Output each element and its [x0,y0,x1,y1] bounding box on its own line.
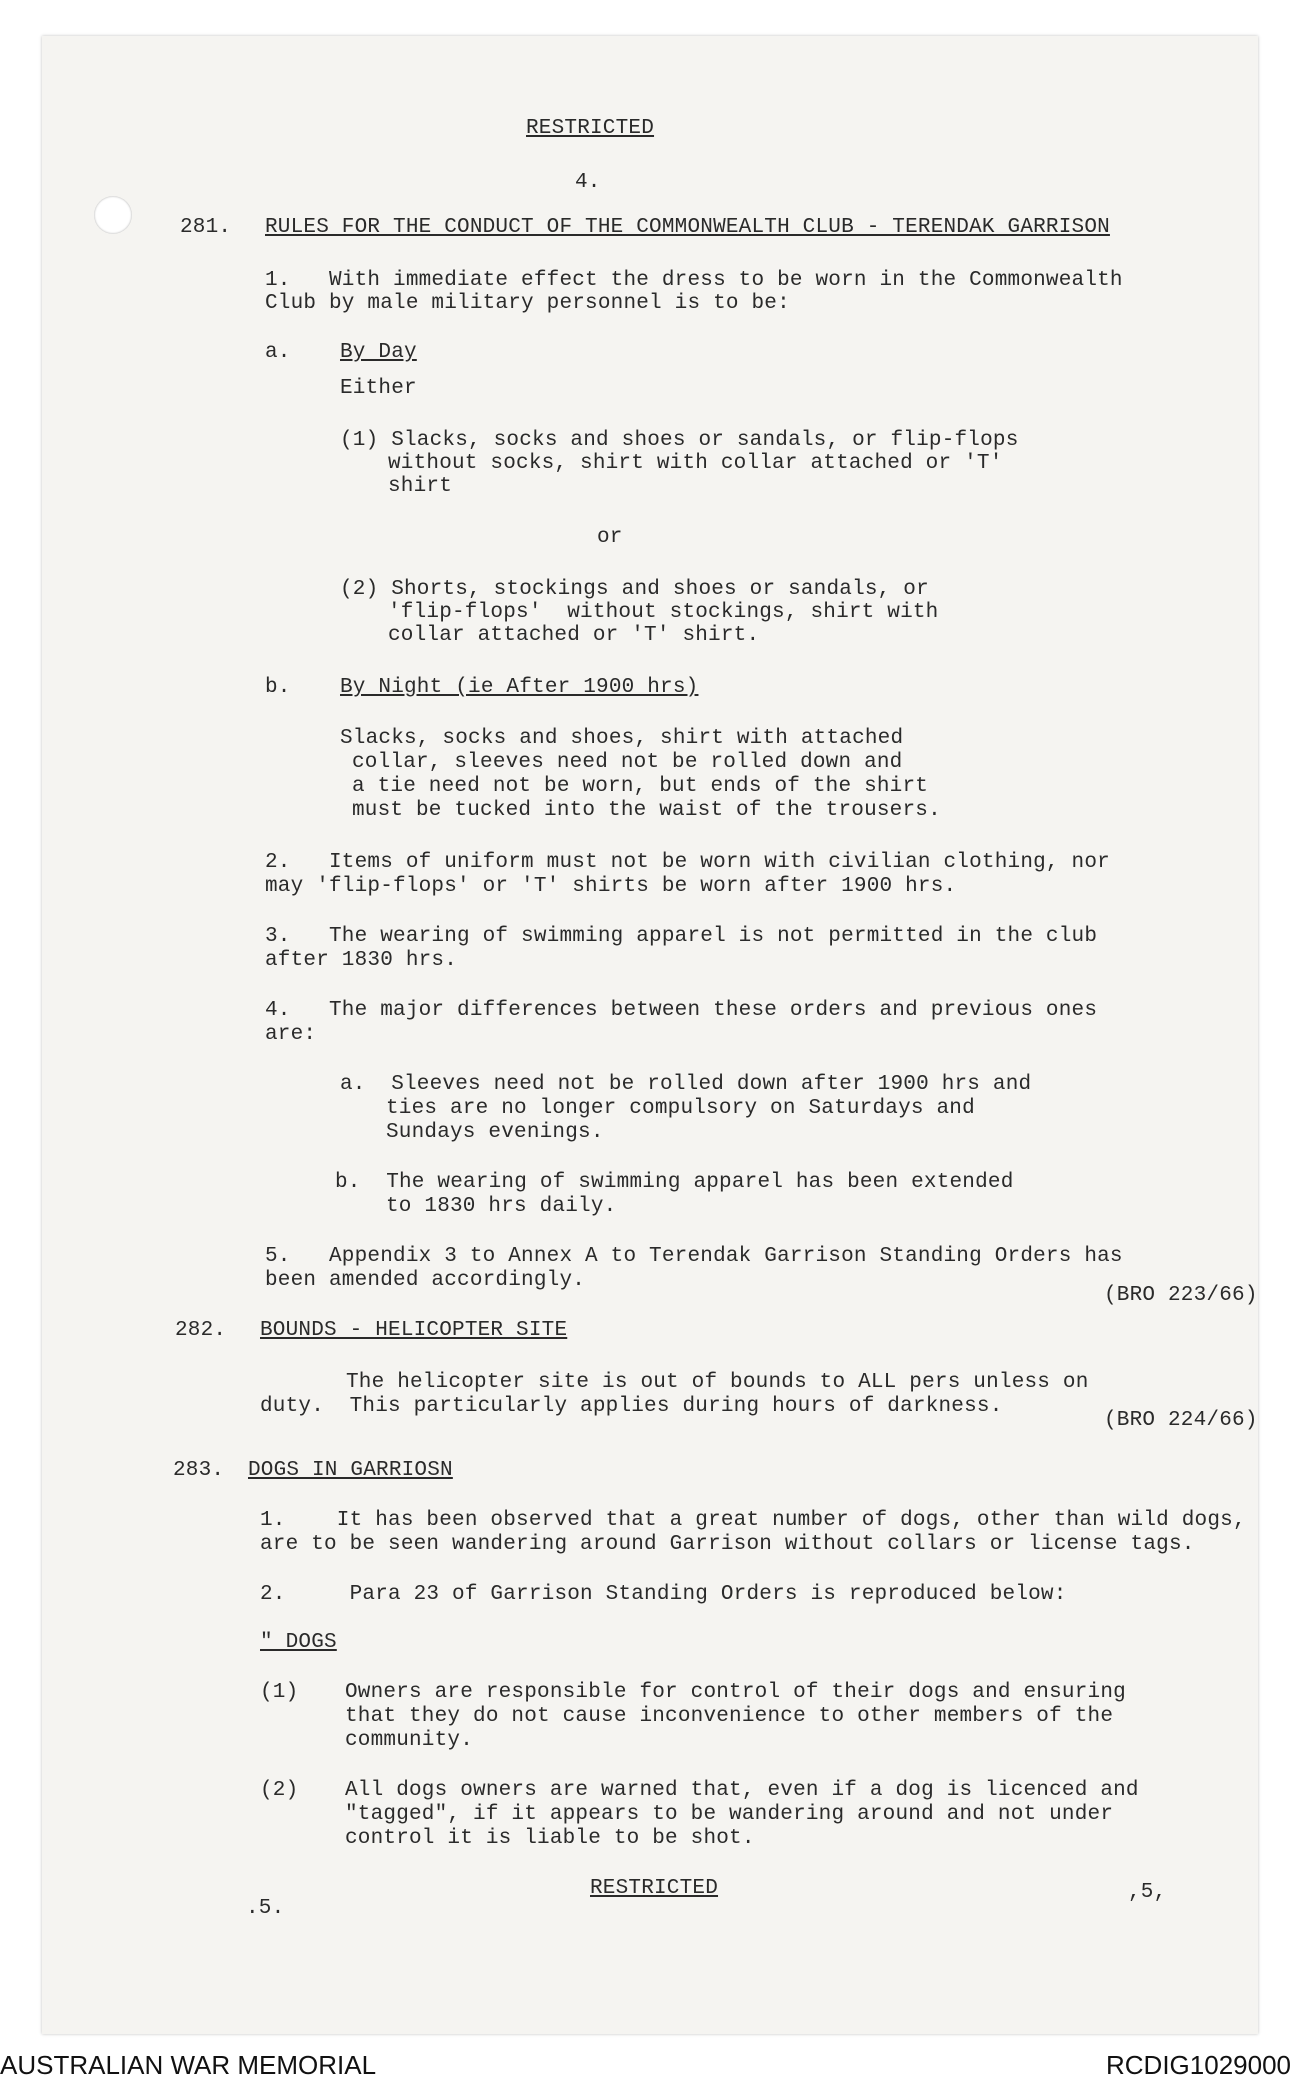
sub-b-line1: Slacks, socks and shoes, shirt with attached [340,727,904,750]
punch-hole [94,196,132,234]
option1-line2: without socks, shirt with collar attached or 'T' [388,452,1003,475]
item-283-para1-line1: 1. It has been observed that a great number of dogs, other than wild dogs, [260,1509,1246,1532]
sub-b-label: b. [265,676,291,699]
sub-b-line3: a tie need not be worn, but ends of the shirt [352,775,929,798]
diff-a-line2: ties are no longer compulsory on Saturdays and [386,1097,975,1120]
item-281-reference: (BRO 223/66) [1104,1284,1258,1307]
item-282-title: BOUNDS - HELICOPTER SITE [260,1319,568,1342]
para4-line2: are: [265,1023,317,1046]
option2-line3: collar attached or 'T' shirt. [388,624,760,647]
item-281-number: 281. [180,216,232,239]
item-281-title: RULES FOR THE CONDUCT OF THE COMMONWEALTH CLUB - TERENDAK GARRISON [265,216,1110,239]
para3-line2: after 1830 hrs. [265,949,458,972]
option2-line2: 'flip-flops' without stockings, shirt with [388,601,939,624]
archive-record-id: RCDIG1029000 [1106,2050,1291,2080]
diff-a-line1: a. Sleeves need not be rolled down after 1900 hrs and [340,1073,1032,1096]
quote2-number: (2) [260,1779,299,1802]
quote2-line2: "tagged", if it appears to be wandering around and not under [345,1803,1114,1826]
diff-a-line3: Sundays evenings. [386,1121,604,1144]
or-text: or [597,526,623,549]
quote1-line1: Owners are responsible for control of their dogs and ensuring [345,1681,1126,1704]
quote1-line2: that they do not cause inconvenience to other members of the [345,1705,1114,1728]
quote2-line1: All dogs owners are warned that, even if a dog is licenced and [345,1779,1139,1802]
item-281-para1-line1: 1. With immediate effect the dress to be worn in the Commonwealth [265,269,1123,292]
quote2-line3: control it is liable to be shot. [345,1827,755,1850]
page-number: 4. [575,171,601,194]
sub-b-line2: collar, sleeves need not be rolled down and [352,751,903,774]
item-282-number: 282. [175,1319,227,1342]
classification-footer: RESTRICTED [590,1877,719,1900]
sub-a-title: By Day [340,341,417,364]
sub-b-title: By Night (ie After 1900 hrs) [340,676,699,699]
sub-b-line4: must be tucked into the waist of the trousers. [352,799,941,822]
para5-line1: 5. Appendix 3 to Annex A to Terendak Garrison Standing Orders has [265,1245,1123,1268]
document-page [42,36,1258,2034]
para4-line1: 4. The major differences between these orders and previous ones [265,999,1098,1022]
item-283-number: 283. [173,1459,225,1482]
para3-line1: 3. The wearing of swimming apparel is not permitted in the club [265,925,1098,948]
quote-title: " DOGS [260,1631,337,1654]
option2-line1: (2) Shorts, stockings and shoes or sandals, or [340,578,929,601]
para2-line2: may 'flip-flops' or 'T' shirts be worn after 1900 hrs. [265,875,957,898]
item-283-para1-line2: are to be seen wandering around Garrison without collars or license tags. [260,1533,1195,1556]
sub-a-label: a. [265,341,291,364]
quote1-line3: community. [345,1729,474,1752]
archive-institution: AUSTRALIAN WAR MEMORIAL [0,2050,377,2080]
item-281-para1-line2: Club by male military personnel is to be: [265,292,790,315]
classification-header: RESTRICTED [526,117,655,140]
item-282-reference: (BRO 224/66) [1104,1409,1258,1432]
next-page-number: ,5, [1128,1881,1167,1904]
option1-line1: (1) Slacks, socks and shoes or sandals, or flip-flops [340,429,1019,452]
item-283-title: DOGS IN GARRIOSN [248,1459,453,1482]
item-282-line1: The helicopter site is out of bounds to ALL pers unless on [346,1371,1089,1394]
bottom-mark: .5. [246,1897,285,1920]
quote1-number: (1) [260,1681,299,1704]
item-282-line2: duty. This particularly applies during hours of darkness. [260,1395,1003,1418]
diff-b-line2: to 1830 hrs daily. [386,1195,617,1218]
para2-line1: 2. Items of uniform must not be worn with civilian clothing, nor [265,851,1110,874]
option1-line3: shirt [388,475,453,498]
item-283-para2: 2. Para 23 of Garrison Standing Orders is reproduced below: [260,1583,1067,1606]
diff-b-line1: b. The wearing of swimming apparel has been extended [335,1171,1014,1194]
either-text: Either [340,377,417,400]
para5-line2: been amended accordingly. [265,1269,586,1292]
